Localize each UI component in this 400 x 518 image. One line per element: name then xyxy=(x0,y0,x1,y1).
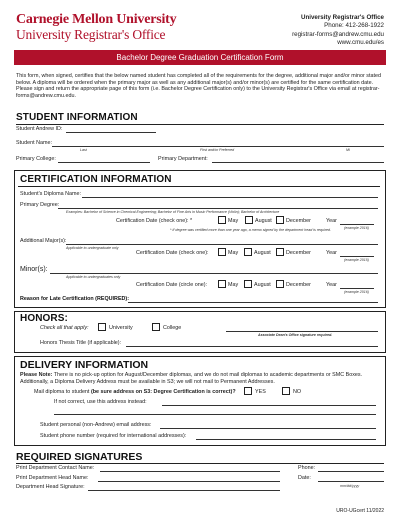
form-title: Bachelor Degree Graduation Certification Form xyxy=(116,53,284,62)
may-checkbox[interactable] xyxy=(218,216,226,224)
alt-address-field-1[interactable] xyxy=(162,405,376,406)
university-logo: Carnegie Mellon University xyxy=(16,12,177,27)
december-checkbox[interactable] xyxy=(276,216,284,224)
cert-date-label-3: Certification Date (circle one): xyxy=(136,282,208,288)
august-checkbox[interactable] xyxy=(245,216,253,224)
college-honors-checkbox[interactable] xyxy=(152,323,160,331)
date-field[interactable] xyxy=(318,481,384,482)
date-format-hint: mm/dd/yyyy xyxy=(340,484,360,488)
additional-majors-field[interactable] xyxy=(66,244,378,245)
honors-signature-field[interactable] xyxy=(226,331,378,332)
phone-number-label: Student phone number (required for international addresses): xyxy=(40,433,187,439)
mail-no-checkbox[interactable] xyxy=(282,387,290,395)
contact-block xyxy=(292,14,384,47)
phone-field[interactable] xyxy=(318,471,384,472)
primary-degree-label: Primary Degree: xyxy=(20,202,60,208)
year-example: (example 2016) xyxy=(344,226,369,230)
thesis-field[interactable] xyxy=(126,346,378,347)
year-label: Year xyxy=(326,218,337,224)
date-label: Date: xyxy=(298,475,311,481)
andrew-id-field[interactable] xyxy=(66,132,156,133)
mail-question-bold: (be sure address on S3: Degree Certification is correct)? xyxy=(90,389,236,395)
august-label: August xyxy=(255,218,272,224)
year-field-2[interactable] xyxy=(340,256,374,257)
head-name-field[interactable] xyxy=(98,481,280,482)
december-label: December xyxy=(286,218,311,224)
student-name-field[interactable] xyxy=(52,146,384,147)
contact-web[interactable]: www.cmu.edu/es xyxy=(337,38,384,46)
mail-no-label: NO xyxy=(293,389,302,395)
may-label: May xyxy=(228,218,239,224)
student-info-heading: STUDENT INFORMATION xyxy=(16,112,138,123)
honors-heading: HONORS: xyxy=(20,313,68,324)
college-honors-label: College xyxy=(163,325,182,331)
head-signature-label: Department Head Signature: xyxy=(16,484,85,490)
year-example-3: (example 2016) xyxy=(344,290,369,294)
personal-email-field[interactable] xyxy=(160,428,376,429)
mail-question-text: Mail diploma to student xyxy=(34,389,90,395)
august-checkbox-3[interactable] xyxy=(244,280,252,288)
delivery-heading: DELIVERY INFORMATION xyxy=(20,359,149,371)
form-code: URO-UGcert 11/2022 xyxy=(336,508,384,514)
personal-email-label: Student personal (non-Andrew) email address: xyxy=(40,422,152,428)
late-reason-field[interactable] xyxy=(128,302,378,303)
contact-name-field[interactable] xyxy=(100,471,280,472)
august-label-2: August xyxy=(254,250,271,256)
late-reason-label: Reason for Late Certification (REQUIRED): xyxy=(20,296,130,302)
cert-date-label: Certification Date (check one): * xyxy=(116,218,193,224)
year-field[interactable] xyxy=(340,224,374,225)
minors-field[interactable] xyxy=(50,273,378,274)
intro-text: This form, when signed, certifies that the below named student has completed all of the requirements for the degree, additional major and/or minor stated below. A diploma will be ordered when the primary major as well as any additional major(s) and/or minor(s) are certified for the same certification date. Please sign and return the appropriate page of this form (i.e. Bachelor Degree Certification only) to the University Registrar's Office via email at registrar-forms@andrew.cmu.edu. xyxy=(16,73,381,99)
primary-college-label: Primary College: xyxy=(16,156,56,162)
diploma-name-field[interactable] xyxy=(82,197,378,198)
additional-majors-label: Additional Major(s): xyxy=(20,238,67,244)
delivery-note-label: Please Note: xyxy=(20,372,53,378)
december-label-3: December xyxy=(286,282,311,288)
additional-majors-note: Applicable to undergraduate only xyxy=(66,246,119,250)
primary-department-label: Primary Department: xyxy=(158,156,208,162)
honors-signature-note: Associate Dean's Office signature required. xyxy=(258,333,333,337)
december-checkbox-3[interactable] xyxy=(276,280,284,288)
university-honors-checkbox[interactable] xyxy=(98,323,106,331)
signatures-heading: REQUIRED SIGNATURES xyxy=(16,451,143,463)
late-certification-note: * If degree was certified more than one year ago, a memo signed by the department head is required. xyxy=(170,228,332,232)
check-all-label: Check all that apply: xyxy=(40,325,89,331)
august-checkbox-2[interactable] xyxy=(244,248,252,256)
primary-degree-field[interactable] xyxy=(58,208,378,209)
alt-address-label: If not correct, use this address instead: xyxy=(54,399,147,405)
year-field-3[interactable] xyxy=(340,288,374,289)
may-checkbox-3[interactable] xyxy=(218,280,226,288)
year-label-2: Year xyxy=(326,250,337,256)
august-label-3: August xyxy=(254,282,271,288)
mi-caption: MI xyxy=(346,148,350,152)
diploma-name-label: Student's Diploma Name: xyxy=(20,191,81,197)
minors-label: Minor(s): xyxy=(20,266,48,273)
may-label-2: May xyxy=(228,250,239,256)
mail-yes-checkbox[interactable] xyxy=(244,387,252,395)
delivery-note-text: There is no pick-up option for August/December diplomas, and we do not mail diplomas to academic departments or SMC Boxes. Additionally, a Diploma Delivery Address must be available in S3; we will not mail to Permanent Addresses. xyxy=(20,372,363,385)
phone-label: Phone: xyxy=(298,465,316,471)
contact-title: University Registrar's Office xyxy=(301,14,384,21)
contact-phone: Phone: 412-268-1922 xyxy=(324,22,384,30)
degree-examples: Examples: Bachelor of Science in Chemical Engineering; Bachelor of Fine Arts in Music Performance (Violin); Bachelor of Architecture xyxy=(66,210,280,214)
first-name-caption: First and/or Preferred xyxy=(200,148,235,152)
alt-address-field-2[interactable] xyxy=(54,414,376,415)
form-title-banner xyxy=(14,50,386,65)
divider xyxy=(16,463,384,464)
student-name-label: Student Name: xyxy=(16,140,52,146)
may-label-3: May xyxy=(228,282,239,288)
cert-date-label-2: Certification Date (check one): xyxy=(136,250,209,256)
year-example-2: (example 2015) xyxy=(344,258,369,262)
head-signature-field[interactable] xyxy=(88,490,280,491)
university-honors-label: University xyxy=(109,325,133,331)
andrew-id-label: Student Andrew ID: xyxy=(16,126,63,132)
last-name-caption: Last xyxy=(80,148,87,152)
minors-note: Applicable to undergraduates only xyxy=(66,275,121,279)
phone-number-field[interactable] xyxy=(196,439,376,440)
december-checkbox-2[interactable] xyxy=(276,248,284,256)
primary-department-field[interactable] xyxy=(212,162,384,163)
mail-question xyxy=(34,389,236,395)
contact-email[interactable]: registrar-forms@andrew.cmu.edu xyxy=(292,30,384,38)
delivery-note xyxy=(20,372,376,385)
contact-name-label: Print Department Contact Name: xyxy=(16,465,95,471)
may-checkbox-2[interactable] xyxy=(218,248,226,256)
divider xyxy=(18,186,380,187)
mail-yes-label: YES xyxy=(255,389,266,395)
certification-heading: CERTIFICATION INFORMATION xyxy=(20,174,172,185)
year-label-3: Year xyxy=(326,282,337,288)
office-name: University Registrar's Office xyxy=(16,27,166,42)
primary-college-field[interactable] xyxy=(58,162,150,163)
divider xyxy=(16,124,384,125)
head-name-label: Print Department Head Name: xyxy=(16,475,89,481)
december-label-2: December xyxy=(286,250,311,256)
thesis-label: Honors Thesis Title (if applicable): xyxy=(40,340,122,346)
